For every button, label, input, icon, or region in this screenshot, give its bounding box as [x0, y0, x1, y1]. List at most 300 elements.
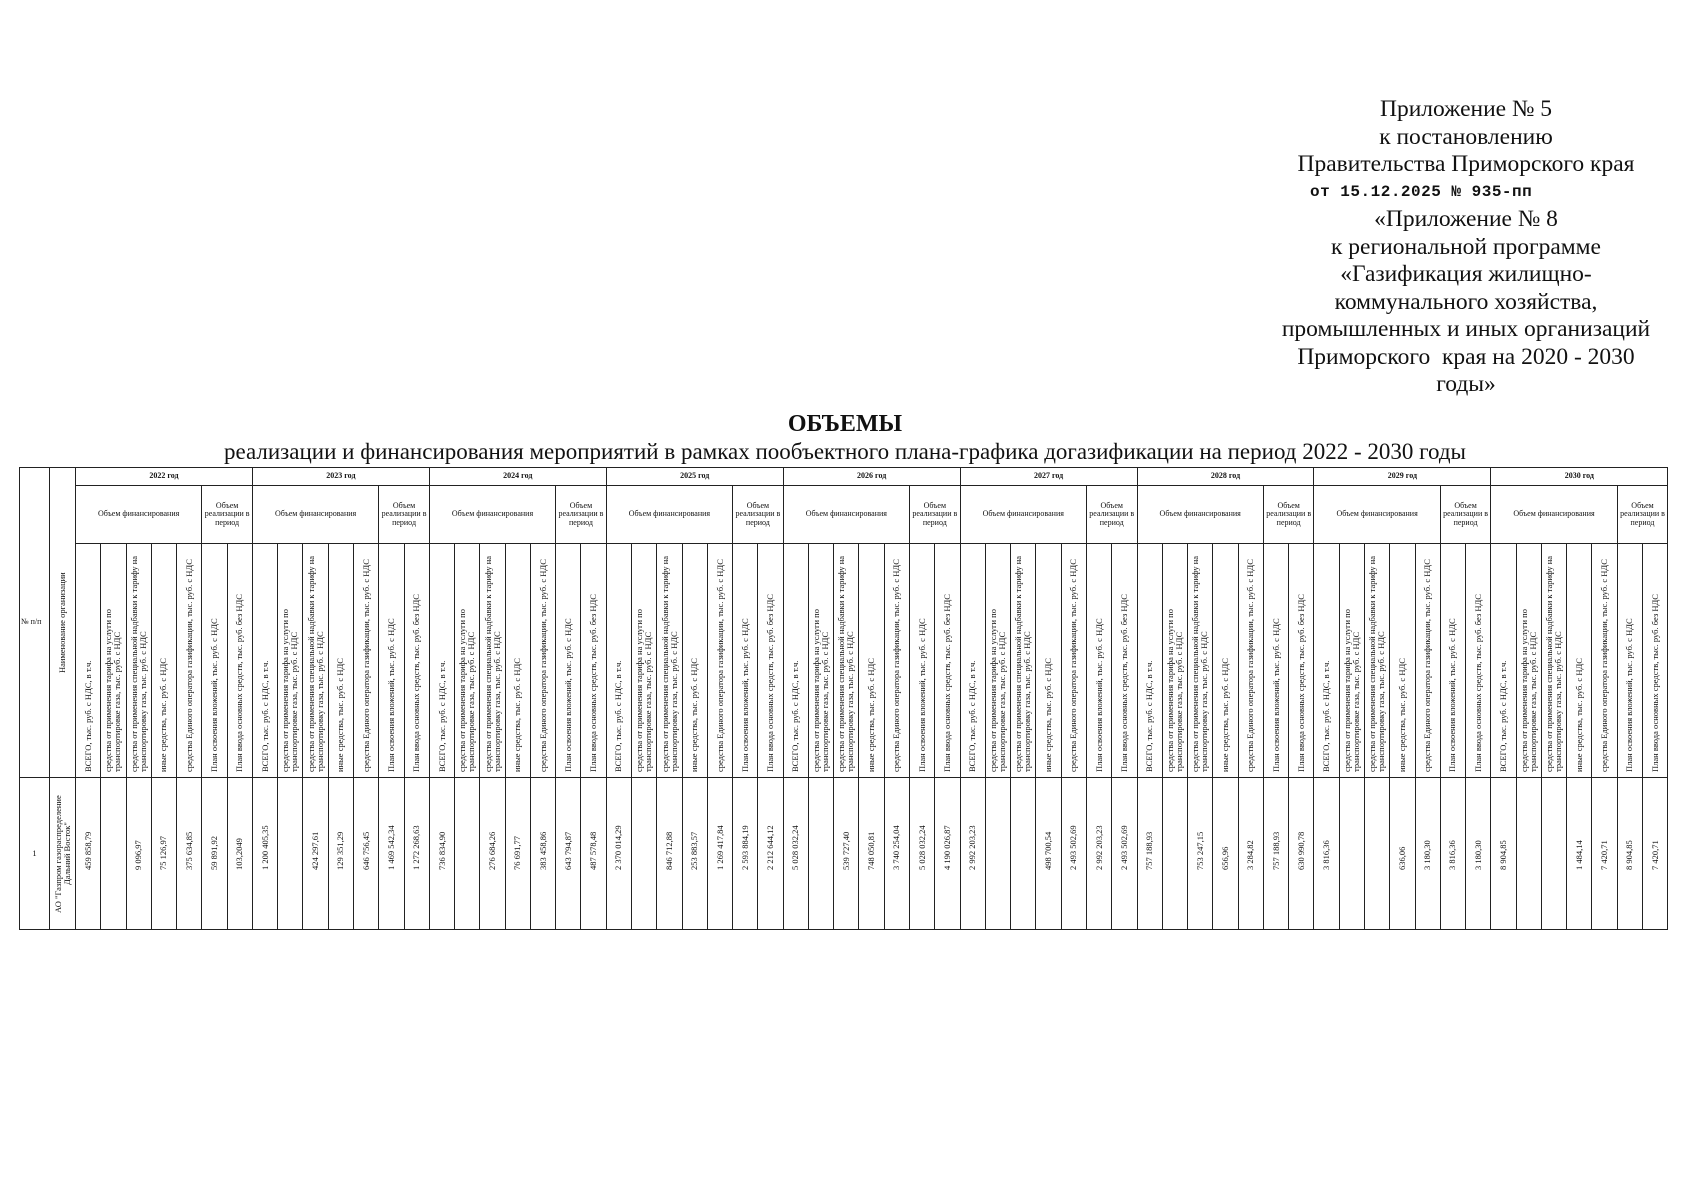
value-label: 3 816,36	[1447, 840, 1458, 870]
column-header-special-surcharge	[1364, 544, 1389, 778]
column-header-wrap	[607, 546, 631, 772]
column-header-wrap	[480, 546, 504, 772]
value-label: 1 469 542,34	[385, 825, 396, 870]
value-label: 736 834,90	[436, 831, 447, 870]
value-total	[1314, 778, 1339, 930]
plan-table	[19, 467, 1668, 930]
column-header-label: средства от применения тарифа на услуги по транспортировке газа, тыс. руб. с НДС	[1341, 609, 1361, 772]
value-label: 9 096,97	[133, 840, 144, 870]
value-label: 1 200 405,35	[259, 825, 270, 870]
column-header-wrap	[1087, 546, 1111, 772]
value-label: 1 484,14	[1573, 840, 1584, 870]
value-label: 2 493 502,69	[1068, 825, 1079, 870]
value-wrap	[101, 778, 125, 870]
value-label: 375 634,85	[183, 831, 194, 870]
value-label: 630 990,78	[1295, 831, 1306, 870]
program-line: промышленных и иных организаций	[1281, 316, 1651, 342]
column-header-tariff	[278, 544, 303, 778]
value-wrap	[177, 778, 201, 870]
column-header-label: средства от применения специальной надбавки к тарифу на транспортировку газа, тыс. руб. с НДС	[1367, 555, 1387, 772]
value-label: 656,96	[1220, 846, 1230, 870]
value-label: 3 180,30	[1472, 840, 1483, 870]
value-wrap	[1213, 778, 1237, 870]
value-wrap	[1062, 778, 1086, 870]
column-header-investment-plan	[1440, 544, 1465, 778]
column-header-label: средства от применения специальной надбавки к тарифу на транспортировку газа, тыс. руб. с НДС	[128, 555, 148, 772]
column-header-commissioning-plan	[758, 544, 783, 778]
program-line: коммунального хозяйства,	[1334, 288, 1598, 315]
column-header-label: средства от применения специальной надбавки к тарифу на транспортировку газа, тыс. руб. с НДС	[836, 555, 856, 772]
value-total	[606, 778, 631, 930]
column-header-wrap	[1011, 546, 1035, 772]
column-header-wrap	[1567, 546, 1591, 772]
value-wrap	[961, 778, 985, 870]
column-header-label: средства Единого оператора газификации, тыс. руб. с НДС	[714, 559, 725, 772]
column-header-label: ВСЕГО, тыс. руб. с НДС, в т.ч.	[613, 660, 624, 772]
value-total	[960, 778, 985, 930]
column-header-label: План ввода основных средств, тыс. руб. без НДС	[765, 594, 776, 772]
column-header-wrap	[228, 546, 252, 772]
value-wrap	[278, 778, 302, 870]
value-wrap	[1466, 778, 1490, 870]
column-header-label: средства Единого оператора газификации, тыс. руб. с НДС	[1599, 559, 1610, 772]
column-header-label: ВСЕГО, тыс. руб. с НДС, в т.ч.	[967, 660, 978, 772]
column-header-commissioning-plan	[1112, 544, 1137, 778]
column-header-other-funds	[682, 544, 707, 778]
realization-group-header: Объем реализации в период	[910, 486, 961, 544]
year-header: 2022 год	[76, 468, 253, 486]
value-wrap	[1264, 778, 1288, 870]
column-header-unified-operator	[1415, 544, 1440, 778]
column-header-label: ВСЕГО, тыс. руб. с НДС, в т.ч.	[436, 660, 447, 772]
column-header-special-surcharge	[1011, 544, 1036, 778]
column-header-total	[606, 544, 631, 778]
column-header-wrap	[1365, 546, 1389, 772]
column-header-wrap	[556, 546, 580, 772]
header-number-label: № п/п	[21, 617, 42, 627]
column-header-wrap	[1188, 546, 1212, 772]
value-tariff	[1162, 778, 1187, 930]
value-label: 7 420,71	[1649, 840, 1660, 870]
column-header-investment-plan	[202, 544, 227, 778]
column-header-wrap	[253, 546, 277, 772]
value-commissioning-plan	[1289, 778, 1314, 930]
column-header-wrap	[1441, 546, 1465, 772]
financing-group-header: Объем финансирования	[1491, 486, 1617, 544]
column-header-label: средства Единого оператора газификации, тыс. руб. с НДС	[183, 559, 194, 772]
value-wrap	[556, 778, 580, 870]
column-header-investment-plan	[1617, 544, 1642, 778]
value-other-funds	[1213, 778, 1238, 930]
column-header-label: средства от применения специальной надбавки к тарифу на транспортировку газа, тыс. руб. с НДС	[659, 555, 679, 772]
value-commissioning-plan	[1112, 778, 1137, 930]
value-wrap	[1390, 778, 1414, 870]
value-label: 487 578,48	[588, 831, 599, 870]
column-header-unified-operator	[1061, 544, 1086, 778]
value-label: 5 028 032,24	[916, 825, 927, 870]
value-label: 103,2049	[234, 838, 245, 870]
column-header-wrap	[1213, 546, 1237, 772]
column-header-label: ВСЕГО, тыс. руб. с НДС, в т.ч.	[1498, 660, 1509, 772]
value-label: 753 247,15	[1194, 831, 1205, 870]
header-organization	[50, 468, 76, 778]
column-header-label: План освоения вложений, тыс. руб. с НДС	[1447, 618, 1458, 772]
column-header-label: План освоения вложений, тыс. руб. с НДС	[385, 618, 396, 772]
value-wrap	[581, 778, 605, 870]
value-wrap	[329, 778, 353, 870]
value-wrap	[1289, 778, 1313, 870]
value-unified-operator	[884, 778, 909, 930]
realization-group-header: Объем реализации в период	[202, 486, 253, 544]
column-header-unified-operator	[1592, 544, 1617, 778]
column-header-label: План ввода основных средств, тыс. руб. без НДС	[941, 594, 952, 772]
value-unified-operator	[707, 778, 732, 930]
column-header-label: средства Единого оператора газификации, тыс. руб. с НДС	[1245, 559, 1256, 772]
column-header-unified-operator	[177, 544, 202, 778]
value-investment-plan	[379, 778, 404, 930]
value-unified-operator	[353, 778, 378, 930]
year-header: 2028 год	[1137, 468, 1314, 486]
column-header-total	[76, 544, 101, 778]
column-header-label: План освоения вложений, тыс. руб. с НДС	[739, 618, 750, 772]
value-wrap	[455, 778, 479, 870]
value-label: 539 727,40	[840, 831, 851, 870]
column-header-label: средства от применения тарифа на услуги по транспортировке газа, тыс. руб. с НДС	[280, 609, 300, 772]
column-header-tariff	[808, 544, 833, 778]
column-header-tariff	[632, 544, 657, 778]
value-label: 3 816,36	[1321, 840, 1332, 870]
column-header-other-funds	[1036, 544, 1061, 778]
value-label: 643 794,87	[562, 831, 573, 870]
financing-group-header: Объем финансирования	[606, 486, 732, 544]
column-header-label: ВСЕГО, тыс. руб. с НДС, в т.ч.	[1321, 660, 1332, 772]
value-tariff	[985, 778, 1010, 930]
appendix-line: Правительства Приморского края	[1297, 151, 1635, 177]
value-wrap	[632, 778, 656, 870]
value-wrap	[303, 778, 327, 870]
value-total	[1137, 778, 1162, 930]
column-header-commissioning-plan	[404, 544, 429, 778]
value-investment-plan	[1617, 778, 1642, 930]
column-header-tariff	[1516, 544, 1541, 778]
column-header-other-funds	[505, 544, 530, 778]
value-special-surcharge	[1541, 778, 1566, 930]
financing-group-header: Объем финансирования	[76, 486, 202, 544]
column-header-total	[1491, 544, 1516, 778]
value-total	[76, 778, 101, 930]
column-header-tariff	[1162, 544, 1187, 778]
column-header-wrap	[329, 546, 353, 772]
column-header-label: средства Единого оператора газификации, тыс. руб. с НДС	[360, 559, 371, 772]
value-label: 846 712,88	[663, 831, 674, 870]
value-label: 748 050,81	[866, 831, 877, 870]
value-special-surcharge	[834, 778, 859, 930]
value-label: 1 269 417,84	[714, 825, 725, 870]
column-header-wrap	[1466, 546, 1490, 772]
value-wrap	[607, 778, 631, 870]
value-label: 646 756,45	[360, 831, 371, 870]
column-header-label: ВСЕГО, тыс. руб. с НДС, в т.ч.	[790, 660, 801, 772]
value-label: 253 883,57	[689, 831, 700, 870]
value-wrap	[1517, 778, 1541, 870]
column-header-label: средства от применения тарифа на услуги по транспортировке газа, тыс. руб. с НДС	[103, 609, 123, 772]
value-wrap	[1592, 778, 1616, 870]
column-header-unified-operator	[884, 544, 909, 778]
value-label: 757 188,93	[1144, 831, 1155, 870]
value-other-funds	[682, 778, 707, 930]
value-wrap	[1365, 778, 1389, 870]
column-header-investment-plan	[1263, 544, 1288, 778]
value-investment-plan	[1263, 778, 1288, 930]
column-header-unified-operator	[530, 544, 555, 778]
value-wrap	[986, 778, 1010, 870]
value-total	[783, 778, 808, 930]
value-wrap	[657, 778, 681, 870]
value-wrap	[758, 778, 782, 870]
value-wrap	[1314, 778, 1338, 870]
column-header-special-surcharge	[1541, 544, 1566, 778]
column-header-wrap	[506, 546, 530, 772]
header-number	[20, 468, 50, 778]
value-tariff	[632, 778, 657, 930]
column-header-wrap	[177, 546, 201, 772]
column-header-special-surcharge	[834, 544, 859, 778]
column-header-wrap	[101, 546, 125, 772]
column-header-total	[429, 544, 454, 778]
column-header-wrap	[935, 546, 959, 772]
value-wrap	[76, 778, 100, 870]
column-header-label: средства от применения тарифа на услуги по транспортировке газа, тыс. руб. с НДС	[1165, 609, 1184, 772]
column-header-label: План освоения вложений, тыс. руб. с НДС	[1270, 618, 1281, 772]
value-other-funds	[151, 778, 176, 930]
program-line: годы»	[1436, 371, 1496, 397]
column-header-label: План ввода основных средств, тыс. руб. без НДС	[411, 594, 422, 772]
value-label: 76 691,77	[512, 836, 523, 870]
column-header-wrap	[152, 546, 176, 772]
value-tariff	[278, 778, 303, 930]
value-special-surcharge	[1364, 778, 1389, 930]
column-header-investment-plan	[733, 544, 758, 778]
column-header-wrap	[1340, 546, 1364, 772]
column-header-wrap	[1542, 546, 1566, 772]
value-wrap	[1416, 778, 1440, 870]
financing-group-header: Объем финансирования	[252, 486, 378, 544]
column-header-label: План освоения вложений, тыс. руб. с НДС	[562, 618, 573, 772]
column-header-commissioning-plan	[227, 544, 252, 778]
column-header-wrap	[531, 546, 555, 772]
column-header-wrap	[1416, 546, 1440, 772]
program-line: Приморского края на 2020 - 2030	[1297, 343, 1635, 370]
column-header-special-surcharge	[126, 544, 151, 778]
year-header: 2025 год	[606, 468, 783, 486]
value-wrap	[1618, 778, 1642, 870]
value-label: 2 370 014,29	[613, 825, 624, 870]
column-header-label: План ввода основных средств, тыс. руб. без НДС	[234, 594, 245, 772]
value-total	[429, 778, 454, 930]
value-wrap	[683, 778, 707, 870]
realization-group-header: Объем реализации в период	[733, 486, 784, 544]
column-header-label: План ввода основных средств, тыс. руб. без НДС	[588, 594, 599, 772]
column-header-label: средства от применения специальной надбавки к тарифу на транспортировку газа, тыс. руб. с НДС	[1013, 555, 1033, 772]
value-label: 2 593 884,19	[739, 825, 750, 870]
column-header-label: иные средства, тыс. руб. с НДС	[1573, 658, 1584, 772]
program-line: «Газификация жилищно-	[1340, 261, 1592, 287]
value-label: 8 904,85	[1498, 840, 1509, 870]
column-header-investment-plan	[1086, 544, 1111, 778]
value-unified-operator	[530, 778, 555, 930]
column-header-investment-plan	[556, 544, 581, 778]
appendix-header	[1246, 96, 1686, 399]
value-wrap	[1340, 778, 1364, 870]
value-wrap	[733, 778, 757, 870]
column-header-wrap	[127, 546, 151, 772]
column-header-wrap	[1643, 546, 1667, 772]
realization-group-header: Объем реализации в период	[379, 486, 430, 544]
column-header-label: иные средства, тыс. руб. с НДС	[1043, 658, 1054, 772]
value-wrap	[935, 778, 959, 870]
column-header-wrap	[885, 546, 909, 772]
column-header-total	[1314, 544, 1339, 778]
column-header-wrap	[809, 546, 833, 772]
year-header: 2029 год	[1314, 468, 1491, 486]
value-label: 459 858,79	[82, 831, 93, 870]
column-header-wrap	[1163, 546, 1187, 772]
year-header: 2024 год	[429, 468, 606, 486]
column-header-label: средства от применения специальной надбавки к тарифу на транспортировку газа, тыс. руб. с НДС	[1544, 555, 1564, 772]
value-other-funds	[1036, 778, 1061, 930]
column-header-wrap	[834, 546, 858, 772]
column-header-commissioning-plan	[581, 544, 606, 778]
column-header-label: План ввода основных средств, тыс. руб. без НДС	[1649, 594, 1660, 772]
column-header-special-surcharge	[657, 544, 682, 778]
value-tariff	[808, 778, 833, 930]
column-header-other-funds	[1567, 544, 1592, 778]
value-commissioning-plan	[581, 778, 606, 930]
column-header-special-surcharge	[480, 544, 505, 778]
value-label: 498 700,54	[1043, 831, 1054, 870]
value-wrap	[127, 778, 151, 870]
column-header-label: План освоения вложений, тыс. руб. с НДС	[209, 618, 219, 772]
column-header-wrap	[1239, 546, 1263, 772]
column-header-wrap	[1592, 546, 1616, 772]
realization-group-header: Объем реализации в период	[1440, 486, 1491, 544]
column-header-tariff	[985, 544, 1010, 778]
financing-group-header: Объем финансирования	[960, 486, 1086, 544]
group-header-row	[20, 486, 1668, 544]
value-wrap	[1188, 778, 1212, 870]
column-header-wrap	[430, 546, 454, 772]
column-header-wrap	[1618, 546, 1642, 772]
column-header-wrap	[784, 546, 808, 772]
column-header-label: средства от применения специальной надбавки к тарифу на транспортировку газа, тыс. руб. с НДС	[305, 555, 325, 772]
value-special-surcharge	[657, 778, 682, 930]
column-header-wrap	[1289, 546, 1313, 772]
column-header-wrap	[1036, 546, 1060, 772]
value-label: 75 126,97	[158, 836, 169, 870]
value-commissioning-plan	[1642, 778, 1667, 930]
column-header-other-funds	[1213, 544, 1238, 778]
row-number: 1	[20, 778, 50, 930]
value-investment-plan	[733, 778, 758, 930]
value-label: 424 297,61	[310, 831, 321, 870]
column-header-label: средства от применения тарифа на услуги по транспортировке газа, тыс. руб. с НДС	[634, 609, 654, 772]
value-investment-plan	[1086, 778, 1111, 930]
header-organization-label: Наименование организации	[57, 572, 68, 673]
column-header-total	[960, 544, 985, 778]
table-row	[20, 778, 1668, 930]
realization-group-header: Объем реализации в период	[1086, 486, 1137, 544]
column-header-label: иные средства, тыс. руб. с НДС	[512, 658, 523, 772]
value-wrap	[531, 778, 555, 870]
value-wrap	[202, 778, 226, 870]
column-header-wrap	[1112, 546, 1136, 772]
value-label: 3 180,30	[1422, 840, 1433, 870]
column-header-wrap	[708, 546, 732, 772]
column-header-label: План освоения вложений, тыс. руб. с НДС	[916, 618, 927, 772]
value-tariff	[455, 778, 480, 930]
value-wrap	[1441, 778, 1465, 870]
financing-group-header: Объем финансирования	[429, 486, 555, 544]
value-label: 129 351,29	[335, 831, 346, 870]
column-header-label: средства Единого оператора газификации, тыс. руб. с НДС	[537, 559, 548, 772]
column-header-row	[20, 544, 1668, 778]
column-header-tariff	[455, 544, 480, 778]
column-header-label: средства от применения специальной надбавки к тарифу на транспортировку газа, тыс. руб. с НДС	[1190, 555, 1210, 772]
column-header-wrap	[910, 546, 934, 772]
value-special-surcharge	[1188, 778, 1213, 930]
value-label: 3 740 254,04	[891, 825, 902, 870]
value-wrap	[1138, 778, 1162, 870]
value-wrap	[834, 778, 858, 870]
column-header-unified-operator	[1238, 544, 1263, 778]
value-investment-plan	[202, 778, 227, 930]
value-unified-operator	[1415, 778, 1440, 930]
financing-group-header: Объем финансирования	[1314, 486, 1440, 544]
value-wrap	[910, 778, 934, 870]
column-header-wrap	[1264, 546, 1288, 772]
column-header-wrap	[379, 546, 403, 772]
program-line: к региональной программе	[1331, 233, 1601, 260]
value-tariff	[1516, 778, 1541, 930]
value-label: 2 992 203,23	[1093, 825, 1104, 870]
value-investment-plan	[1440, 778, 1465, 930]
appendix-line: к постановлению	[1379, 123, 1553, 150]
year-header: 2026 год	[783, 468, 960, 486]
column-header-label: иные средства, тыс. руб. с НДС	[335, 658, 346, 772]
value-other-funds	[1390, 778, 1415, 930]
column-header-other-funds	[1390, 544, 1415, 778]
year-header: 2030 год	[1491, 468, 1668, 486]
value-label: 4 190 026,87	[941, 825, 952, 870]
column-header-wrap	[405, 546, 429, 772]
column-header-label: План ввода основных средств, тыс. руб. без НДС	[1118, 594, 1129, 772]
value-commissioning-plan	[1466, 778, 1491, 930]
value-special-surcharge	[480, 778, 505, 930]
value-wrap	[809, 778, 833, 870]
column-header-tariff	[1339, 544, 1364, 778]
appendix-line: Приложение № 5	[1379, 96, 1553, 122]
year-header-row	[20, 468, 1668, 486]
value-other-funds	[505, 778, 530, 930]
column-header-label: иные средства, тыс. руб. с НДС	[158, 658, 169, 772]
value-special-surcharge	[303, 778, 328, 930]
column-header-wrap	[961, 546, 985, 772]
value-wrap	[859, 778, 883, 870]
value-label: 383 458,86	[537, 831, 548, 870]
value-label: 276 684,26	[487, 831, 498, 870]
column-header-wrap	[1491, 546, 1515, 772]
program-line: «Приложение № 8	[1374, 206, 1558, 232]
